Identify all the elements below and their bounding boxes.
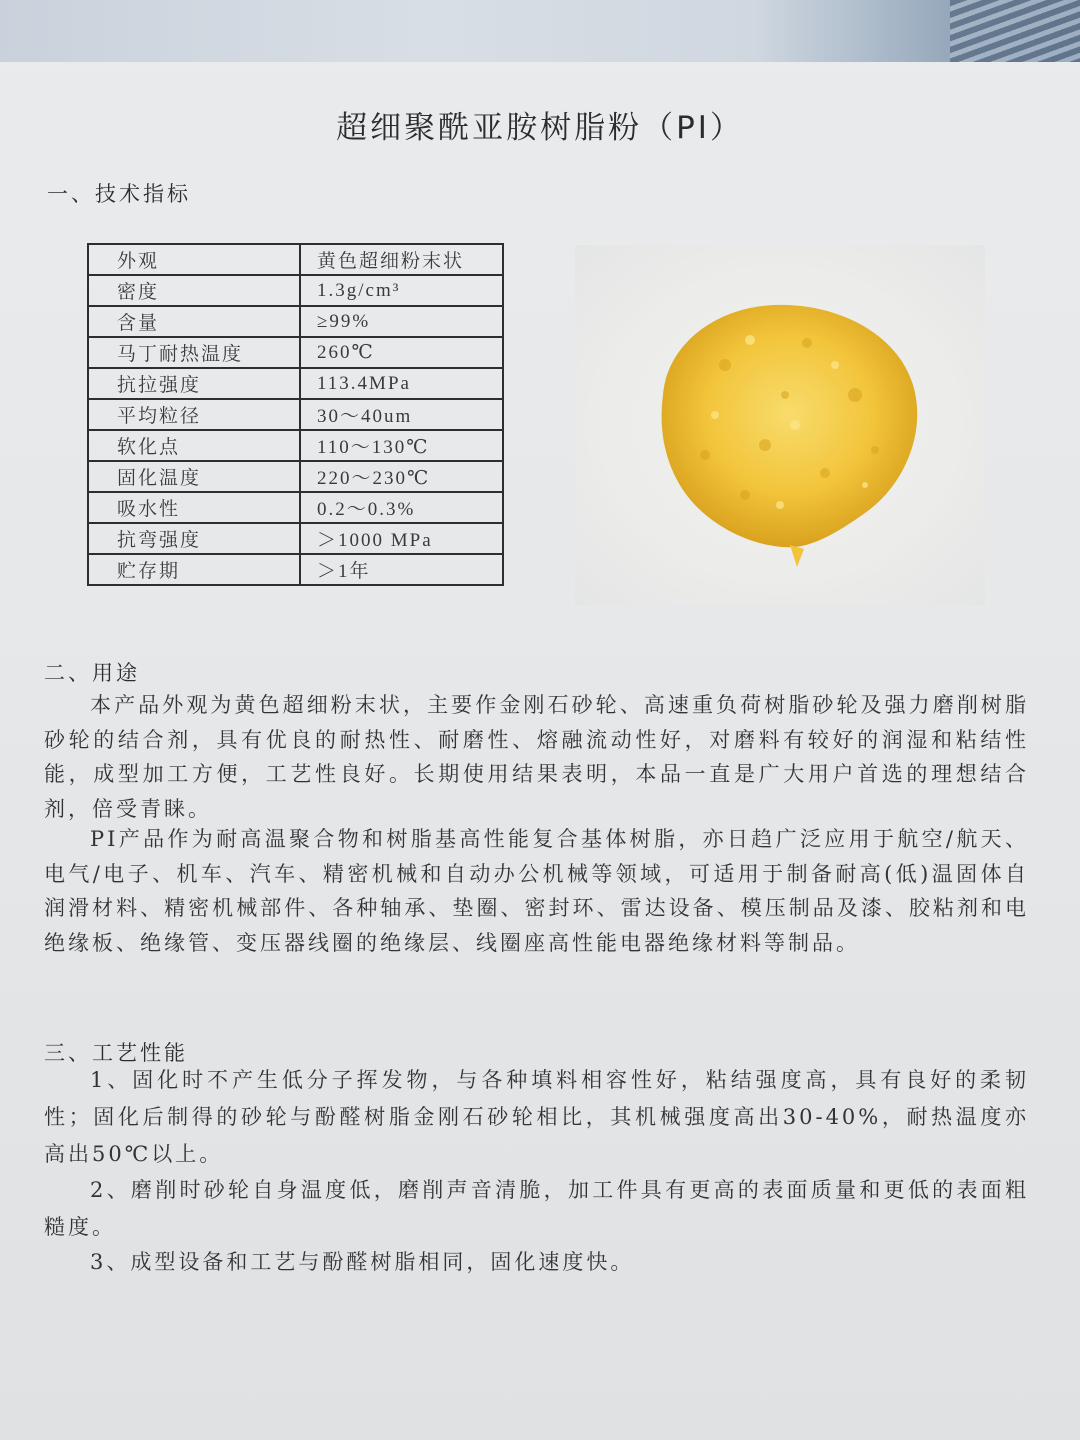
spec-table: [87, 243, 504, 586]
spec-row: [88, 399, 503, 430]
spec-label: 外观: [88, 244, 300, 275]
spec-row: [88, 275, 503, 306]
spec-row: [88, 306, 503, 337]
process-heading: 三、工艺性能: [44, 1041, 188, 1065]
usage-heading: 二、用途: [44, 661, 140, 685]
spec-label: 抗弯强度: [88, 523, 300, 554]
spec-label: 吸水性: [88, 492, 300, 523]
spec-label: 抗拉强度: [88, 368, 300, 399]
building-graphic: [950, 0, 1080, 62]
spec-row: [88, 337, 503, 368]
process-item-3: 3、成型设备和工艺与酚醛树脂相同，固化速度快。: [90, 1250, 635, 1274]
spec-value: 0.2～0.3%: [300, 492, 503, 523]
spec-label: 密度: [88, 275, 300, 306]
spec-row: [88, 492, 503, 523]
spec-value: ＞1000 MPa: [300, 523, 503, 554]
spec-label: 含量: [88, 306, 300, 337]
spec-row: [88, 523, 503, 554]
spec-value: 110～130℃: [300, 430, 503, 461]
usage-paragraph-1: 本产品外观为黄色超细粉末状，主要作金刚石砂轮、高速重负荷树脂砂轮及强力磨削树脂砂轮的结合剂，具有优良的耐热性、耐磨性、熔融流动性好，对磨料有较好的润湿和粘结性能，成型加工方便，工艺性良好。长期使用结果表明，本品一直是广大用户首选的理想结合剂，倍受青睐。: [44, 693, 1029, 821]
spec-label: 软化点: [88, 430, 300, 461]
usage-paragraph-2: PI产品作为耐高温聚合物和树脂基高性能复合基体树脂，亦日趋广泛应用于航空/航天、电气/电子、机车、汽车、精密机械和自动办公机械等领域，可适用于制备耐高(低)温固体自润滑材料、精密机械部件、各种轴承、垫圈、密封环、雷达设备、模压制品及漆、胶粘剂和电绝缘板、绝缘管、变压器线圈的绝缘层、线圈座高性能电器绝缘材料等制品。: [44, 827, 1029, 955]
spec-label: 固化温度: [88, 461, 300, 492]
spec-row: [88, 244, 503, 275]
spec-value: 113.4MPa: [300, 368, 503, 399]
spec-value: ＞1年: [300, 554, 503, 585]
spec-row: [88, 461, 503, 492]
powder-photo: [575, 245, 985, 605]
spec-value: 30～40um: [300, 399, 503, 430]
spec-value: 黄色超细粉末状: [300, 244, 503, 275]
spec-value: 1.3g/cm³: [300, 275, 503, 306]
spec-table-body: [88, 244, 503, 585]
spec-row: [88, 430, 503, 461]
spec-row: [88, 368, 503, 399]
spec-value: 260℃: [300, 337, 503, 368]
spec-label: 平均粒径: [88, 399, 300, 430]
spec-value: ≥99%: [300, 306, 503, 337]
document-title: 超细聚酰亚胺树脂粉（PI）: [336, 110, 744, 146]
specs-heading: 一、技术指标: [47, 182, 191, 206]
process-item-2: 2、磨削时砂轮自身温度低，磨削声音清脆，加工件具有更高的表面质量和更低的表面粗糙度。: [44, 1178, 1029, 1239]
spec-row: [88, 554, 503, 585]
header-banner: [0, 0, 1080, 62]
powder-pile-image: [575, 245, 985, 605]
process-item-1: 1、固化时不产生低分子挥发物，与各种填料相容性好，粘结强度高，具有良好的柔韧性；固化后制得的砂轮与酚醛树脂金刚石砂轮相比，其机械强度高出30-40%，耐热温度亦高出50℃以上。: [44, 1068, 1029, 1166]
spec-label: 马丁耐热温度: [88, 337, 300, 368]
spec-label: 贮存期: [88, 554, 300, 585]
spec-value: 220～230℃: [300, 461, 503, 492]
